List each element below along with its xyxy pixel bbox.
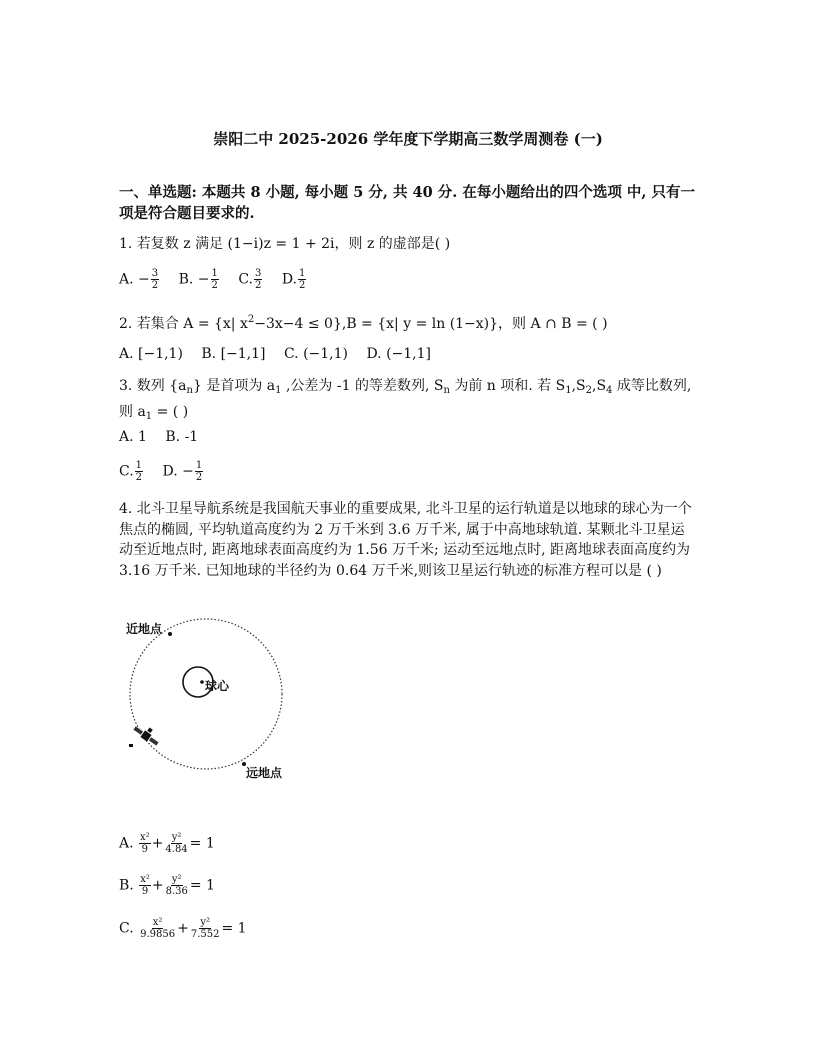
- denominator: 2: [299, 280, 306, 291]
- question-3-options-row2: [119, 460, 709, 483]
- fraction: [298, 268, 306, 291]
- q3-option-d: [163, 460, 205, 483]
- numerator: 3: [151, 268, 159, 279]
- fraction: [139, 874, 151, 897]
- question-2-options: [119, 344, 709, 365]
- question-2-stem: [119, 309, 709, 335]
- denominator: 7.552: [190, 929, 220, 940]
- subscript: 1: [145, 410, 153, 422]
- satellite-debris: [129, 744, 133, 747]
- option-label: A. −: [119, 271, 150, 288]
- fraction: [164, 832, 188, 855]
- q1-option-b: [179, 268, 220, 291]
- fraction: [151, 268, 159, 291]
- denominator: 2: [195, 472, 203, 483]
- q3-text: ,S: [592, 378, 607, 394]
- q2-option-b: B. [−1,1]: [201, 346, 266, 362]
- question-1-stem: [119, 234, 709, 255]
- fraction: [139, 917, 176, 940]
- q3-text: ,公差为 -1 的等差数列, S: [281, 378, 444, 394]
- denominator: 4.84: [165, 844, 188, 855]
- q3-text: 成等比数列, 则 a: [119, 378, 692, 420]
- q2-option-c: C. (−1,1): [283, 346, 348, 362]
- earth-center-label: 球心: [205, 679, 230, 693]
- question-3-options-row1: [119, 427, 709, 448]
- q1-equation: (1−i)z = 1 + 2i: [227, 236, 335, 252]
- denominator: 9: [141, 844, 149, 855]
- fraction: [135, 460, 143, 483]
- denominator: 2: [151, 280, 159, 291]
- numerator: 1: [299, 268, 306, 279]
- plus-sign: +: [151, 835, 164, 852]
- subscript: n: [186, 385, 193, 396]
- q2-superscript: 2: [247, 314, 255, 325]
- numerator: y²: [171, 832, 182, 843]
- numerator: y²: [200, 917, 211, 928]
- apogee-label: 远地点: [246, 766, 283, 780]
- q1-stem-part: 1. 若复数 z 满足: [119, 236, 228, 252]
- q1-option-c: [238, 268, 263, 291]
- orbit-diagram: [122, 616, 302, 786]
- question-3-stem: [119, 376, 697, 427]
- numerator: x²: [152, 917, 163, 928]
- numerator: 1: [135, 460, 143, 471]
- plus-sign: +: [151, 877, 164, 894]
- denominator: 9: [141, 886, 149, 897]
- fraction: [139, 832, 151, 855]
- numerator: 1: [195, 460, 203, 471]
- q1-option-d: [282, 268, 308, 291]
- fraction: [190, 917, 221, 940]
- fraction: [254, 268, 262, 291]
- denominator: 2: [255, 280, 262, 291]
- option-label: D. −: [162, 463, 194, 480]
- numerator: x²: [140, 832, 150, 843]
- q4-option-a: [119, 832, 709, 855]
- option-label: B.: [119, 877, 134, 894]
- q3-text: = ( ): [152, 403, 189, 420]
- q3-option-a: A. 1: [119, 429, 147, 445]
- question-4-stem: 4. 北斗卫星导航系统是我国航天事业的重要成果, 北斗卫星的运行轨道是以地球的球心为一个焦点的椭圆, 平均轨道高度约为 2 万千米到 3.6 万千米, 属于中高地球轨道. 某颗北斗卫星运动至近地点时, 距离地球表面高度约为 1.56 万千米; 运动至远地点时, 距离地球表面高度约为 3.16 万千米. 已知地球的半径约为 0.64 万千米,则该卫星运行轨迹的标准方程可以是 ( ): [119, 501, 692, 579]
- fraction: [165, 874, 189, 897]
- q3-option-b: B. -1: [165, 429, 199, 445]
- option-label: C.: [119, 463, 134, 480]
- question-1-options: [119, 268, 709, 291]
- perigee-label: 近地点: [126, 622, 163, 636]
- q1-option-a: [119, 268, 160, 291]
- option-label: D.: [281, 271, 298, 288]
- fraction: [211, 268, 219, 291]
- q2-option-d: D. (−1,1]: [366, 346, 431, 362]
- fraction: [195, 460, 203, 483]
- equals: = 1: [189, 877, 215, 894]
- subscript: 1: [275, 385, 282, 396]
- denominator: 2: [135, 472, 143, 483]
- q3-text: } 是首项为 a: [192, 378, 276, 394]
- q3-option-c: [119, 460, 144, 483]
- equals: = 1: [221, 920, 247, 937]
- subscript: 4: [606, 385, 613, 396]
- denominator: 8.36: [165, 886, 188, 897]
- satellite-icon: [132, 721, 162, 748]
- q3-text: 为前 n 项和. 若 S: [449, 378, 566, 394]
- q3-text: 3. 数列 {a: [119, 378, 187, 394]
- numerator: x²: [140, 874, 150, 885]
- option-label: B. −: [178, 271, 210, 288]
- section-header: 一、单选题: 本题共 8 小题, 每小题 5 分, 共 40 分. 在每小题给出的四个选项 中, 只有一项是符合题目要求的.: [119, 184, 695, 222]
- option-label: C.: [119, 920, 134, 937]
- q2-stem-part: 2. 若集合 A = {x| x: [119, 316, 248, 332]
- q3-text: ,S: [571, 378, 586, 394]
- denominator: 2: [211, 280, 218, 291]
- denominator: 9.9856: [140, 929, 176, 940]
- subscript: 1: [565, 385, 572, 396]
- option-label: A.: [119, 835, 134, 852]
- exam-title: 崇阳二中 2025-2026 学年度下学期高三数学周测卷 (一): [213, 130, 603, 148]
- q4-option-b: [119, 874, 709, 897]
- subscript: n: [443, 385, 450, 396]
- subscript: 2: [585, 385, 592, 396]
- earth-center-dot: [200, 680, 204, 684]
- numerator: 1: [211, 268, 218, 279]
- equals: = 1: [189, 835, 215, 852]
- q1-stem-part: ，则 z 的虚部是( ): [334, 236, 451, 252]
- perigee-dot: [168, 632, 172, 636]
- q2-stem-part: −3x−4 ≤ 0},B = {x| y = ln (1−x)}，则 A ∩ B = ( ): [254, 316, 608, 332]
- q4-option-c: [119, 917, 709, 940]
- numerator: 3: [255, 268, 262, 279]
- q2-option-a: A. [−1,1): [119, 346, 183, 362]
- plus-sign: +: [177, 920, 189, 937]
- numerator: y²: [171, 874, 182, 885]
- option-label: C.: [238, 271, 253, 288]
